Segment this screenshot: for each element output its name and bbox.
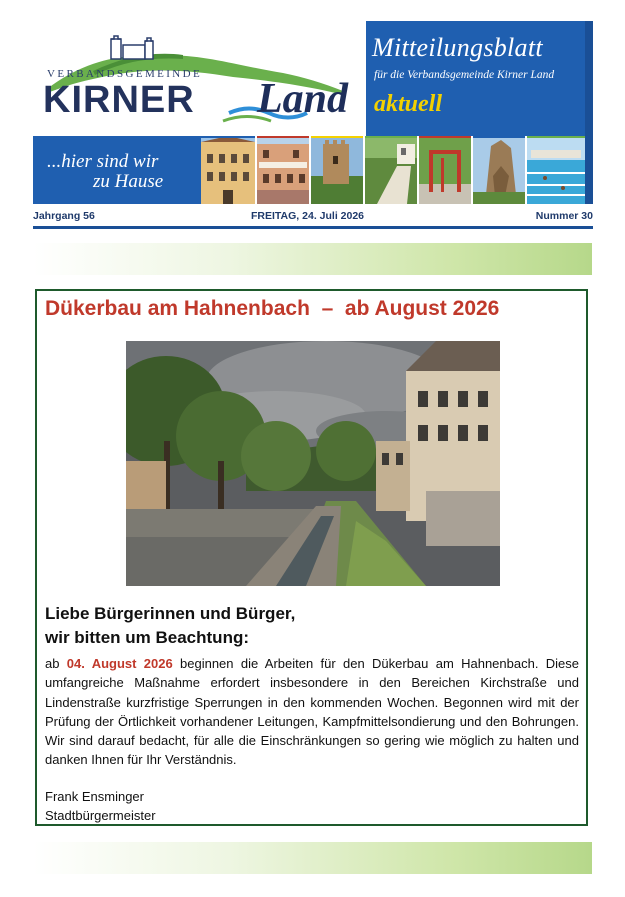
body-prefix: ab bbox=[45, 656, 67, 671]
signer-name: Frank Ensminger bbox=[45, 789, 144, 804]
photo-rock-formation bbox=[473, 136, 525, 204]
article-headline: Dükerbau am Hahnenbach – ab August 2026 bbox=[45, 297, 500, 320]
article-box bbox=[35, 289, 588, 826]
jahrgang-label: Jahrgang 56 bbox=[33, 210, 95, 222]
issue-number: Nummer 30 bbox=[535, 210, 593, 222]
photo-verbandsgemeinde-building bbox=[257, 136, 309, 204]
verbandsgemeinde-label: VERBANDSGEMEINDE bbox=[47, 68, 203, 80]
article-body bbox=[45, 654, 579, 770]
photo-stairs bbox=[365, 136, 417, 204]
photo-town-hall bbox=[201, 136, 255, 204]
body-text: beginnen die Arbeiten für den Dükerbau am Hahnenbach. Diese umfangreiche Maßnahme erfordert insbesondere in den Bereichen Kirchstraße und Lindenstraße kurzfristige Sperrungen in den kommenden Wochen. Begonnen wird mit der Prüfung der Örtlichkeit vorhandener Leitungen, Kampfmittelsondierung und den Bohrungen. Wir sind darauf bedacht, für alle die Einschränkungen so gering wie möglich zu halten und danken Ihnen für Ihr Verständnis. bbox=[45, 656, 579, 768]
publication-subtitle: für die Verbandsgemeinde Kirner Land bbox=[374, 69, 555, 81]
publication-title: Mitteilungsblatt bbox=[372, 33, 543, 62]
issue-info-line bbox=[33, 210, 593, 224]
green-gradient-bar-top bbox=[33, 243, 592, 275]
photo-swimming-pool bbox=[527, 136, 585, 204]
photo-red-sculpture bbox=[419, 136, 471, 204]
greeting-line-1: Liebe Bürgerinnen und Bürger, bbox=[45, 604, 296, 623]
masthead-edge bbox=[585, 21, 593, 204]
start-date-highlight: 04. August 2026 bbox=[66, 656, 173, 671]
green-gradient-bar-bottom bbox=[33, 842, 592, 874]
town-photo-strip bbox=[201, 136, 585, 204]
aktuell-label: aktuell bbox=[374, 91, 443, 117]
masthead bbox=[33, 21, 593, 204]
slogan-line-1: ...hier sind wir bbox=[47, 151, 159, 172]
slogan-line-2: zu Hause bbox=[93, 171, 164, 192]
issue-divider bbox=[33, 226, 593, 229]
logo-kirner-text: KIRNER bbox=[43, 79, 195, 121]
signer-title: Stadtbürgermeister bbox=[45, 808, 156, 823]
greeting-line-2: wir bitten um Beachtung: bbox=[45, 628, 249, 647]
photo-castle-tower bbox=[311, 136, 363, 204]
hahnenbach-photo bbox=[126, 341, 500, 586]
logo-land-text: Land bbox=[257, 76, 349, 122]
issue-date: FREITAG, 24. Juli 2026 bbox=[251, 210, 365, 222]
